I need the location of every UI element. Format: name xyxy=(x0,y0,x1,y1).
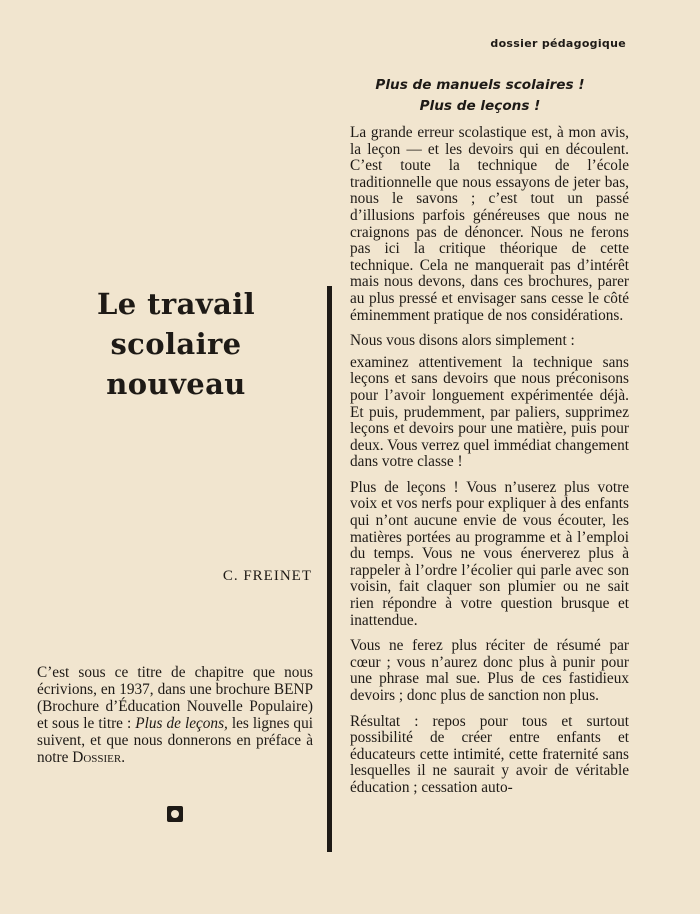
article-title-line: nouveau xyxy=(106,367,246,401)
intro-text: . xyxy=(121,749,126,766)
section-heading-line: Plus de leçons ! xyxy=(419,98,541,114)
end-mark-icon xyxy=(167,806,183,822)
section-heading xyxy=(346,75,614,117)
article-title xyxy=(60,284,292,404)
intro-paragraph xyxy=(37,664,313,766)
intro-dossier: Dossier xyxy=(72,749,122,766)
article-title-line: Le travail xyxy=(96,287,256,321)
body-paragraph: Plus de leçons ! Vous n’userez plus votre voix et vos nerfs pour expliquer à des enfants qui n’ont aucune envie de vous écouter, les matières portées au programme et à l’emploi du temps. Vous ne vous énerverez plus à rappeler à l’ordre l’écolier qui parle avec son voisin, fait claquer son plumier ou ne sait rien répondre à votre question brusque et inattendue. xyxy=(350,478,629,629)
body-paragraph: examinez attentivement la technique sans leçons et sans devoirs que nous préconisons pour l’avoir longuement expérimentée déjà. Et puis, prudemment, par paliers, supprimez leçons et devoirs pour une matière, puis pour deux. Vous verrez quel immédiat changement dans votre classe ! xyxy=(350,353,629,471)
body-paragraph: Résultat : repos pour tous et surtout possibilité de créer entre enfants et éducateurs cette intimité, cette fraternité sans lesquelles il ne saurait y avoir de véritable éducation ; cessation auto- xyxy=(350,712,629,796)
article-title-line: scolaire xyxy=(110,327,242,361)
body-paragraph: Vous ne ferez plus réciter de résumé par cœur ; vous n’aurez donc plus à punir pour une phrase mal sue. Plus de ces fastidieux devoirs ; donc plus de sanction non plus. xyxy=(350,637,629,704)
section-heading-line: Plus de manuels scolaires ! xyxy=(375,77,585,93)
intro-italic-title: Plus de leçons, xyxy=(135,715,228,732)
vertical-rule xyxy=(327,286,332,852)
author-name: C. FREINET xyxy=(222,568,312,584)
body-column xyxy=(350,125,629,806)
body-paragraph: Nous vous disons alors simplement : xyxy=(350,332,575,350)
intro-text: C’est sous ce titre de chapitre que nous écrivions, en 1937, dans une brochure BENP (Brochure d’Éducation Nouvelle Populaire) et sous le titre : xyxy=(37,664,313,732)
body-paragraph: La grande erreur scolastique est, à mon avis, la leçon — et les devoirs qui en découlent. C’est toute la technique de l’école traditionnelle que nous essayons de jeter bas, nous le savons ; c’est tout un passé d’illusions parfois généreuses que nous ne craignons pas de dénoncer. Nous ne ferons pas ici la critique théorique de cette technique. Cela ne manquerait pas d’intérêt mais nous devons, dans ces brochures, parer au plus pressé et envisager sans cesse le côté éminemment pratique de nos considérations. xyxy=(350,124,629,324)
intro-text: les lignes qui suivent, et que nous donnerons en préface à notre xyxy=(37,715,313,766)
section-header: dossier pédagogique xyxy=(490,37,626,50)
